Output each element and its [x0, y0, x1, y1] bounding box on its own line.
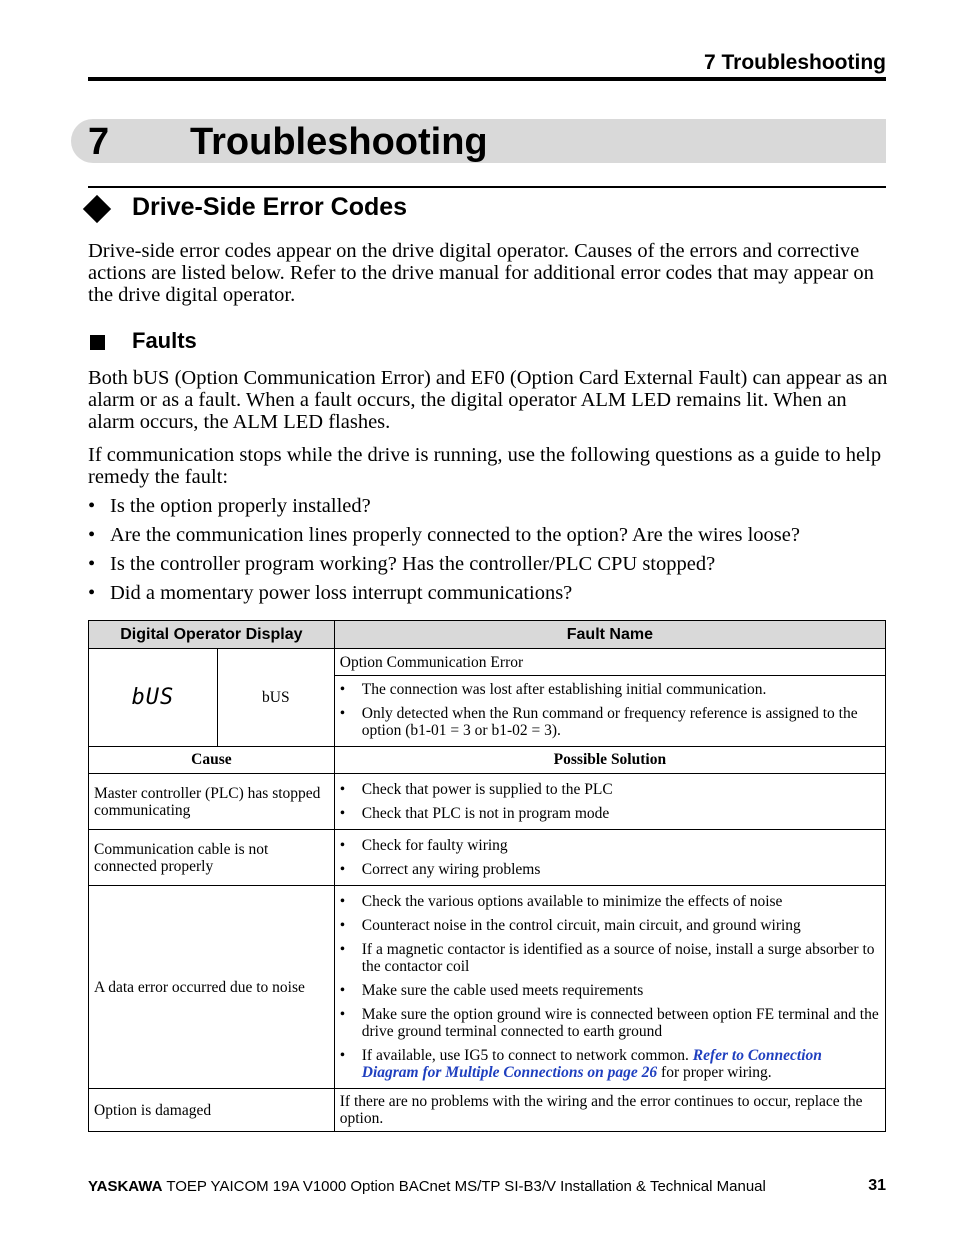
list-item: • If a magnetic contactor is identified as a source of noise, install a surge absorber to the contactor coil	[340, 941, 880, 975]
list-item: • The connection was lost after establishing initial communication.	[340, 681, 880, 698]
fault-notes	[340, 681, 880, 739]
table-row	[89, 774, 886, 830]
fault-name: Option Communication Error	[334, 649, 885, 676]
cross-reference-link[interactable]: Refer to Connection Diagram for Multiple Connections on page 26	[361, 1047, 822, 1081]
solution-text: for proper wiring.	[657, 1064, 772, 1081]
footer-document: TOEP YAICOM 19A V1000 Option BACnet MS/TP SI-B3/V Installation & Technical Manual	[162, 1178, 766, 1195]
display-code: bUS	[217, 649, 334, 747]
list-item: • Make sure the option ground wire is connected between option FE terminal and the drive ground terminal connected to earth ground	[340, 1006, 880, 1040]
footer-brand: YASKAWA	[88, 1178, 163, 1195]
seven-segment-display: bUS	[89, 649, 218, 747]
faults-paragraph-1: Both bUS (Option Communication Error) and EF0 (Option Card External Fault) can appear as an alarm or as a fault. When a fault occurs, the digital operator ALM LED remains lit. When an alarm occurs, the ALM LED flashes.	[88, 367, 888, 433]
header-rule	[88, 77, 886, 81]
solution-list	[340, 781, 880, 822]
list-item: • Check for faulty wiring	[340, 837, 880, 854]
solution-list	[340, 893, 880, 1081]
cause-cell: Master controller (PLC) has stopped communicating	[89, 774, 335, 830]
list-item: • Make sure the cable used meets requirements	[340, 982, 880, 999]
solution-cell: If there are no problems with the wiring and the error continues to occur, replace the option.	[334, 1089, 885, 1132]
cause-cell: A data error occurred due to noise	[89, 886, 335, 1089]
list-item: • Is the option properly installed?	[88, 494, 888, 523]
diamond-bullet-icon	[83, 195, 111, 223]
column-header-fault: Fault Name	[334, 621, 885, 649]
table-row	[89, 886, 886, 1089]
list-item: • Check the various options available to minimize the effects of noise	[340, 893, 880, 910]
cause-cell: Option is damaged	[89, 1089, 335, 1132]
list-item: • Is the controller program working? Has the controller/PLC CPU stopped?	[88, 552, 888, 581]
column-header-display: Digital Operator Display	[89, 621, 335, 649]
faults-paragraph-2: If communication stops while the drive is running, use the following questions as a guide to help remedy the fault:	[88, 444, 882, 488]
chapter-number: 7	[88, 121, 110, 163]
list-item: • Check that power is supplied to the PLC	[340, 781, 880, 798]
running-header: 7 Troubleshooting	[704, 51, 886, 74]
section-intro: Drive-side error codes appear on the drive digital operator. Causes of the errors and corrective actions are listed below. Refer to the drive manual for additional error codes that may appear on the drive digital operator.	[88, 240, 874, 306]
list-item: • Correct any wiring problems	[340, 861, 880, 878]
list-item: • Check that PLC is not in program mode	[340, 805, 880, 822]
cause-cell: Communication cable is not connected properly	[89, 830, 335, 886]
table-row	[89, 1089, 886, 1132]
list-item: • Are the communication lines properly connected to the option? Are the wires loose?	[88, 523, 888, 552]
chapter-title: Troubleshooting	[190, 121, 488, 163]
solution-list	[340, 837, 880, 878]
list-item: • Counteract noise in the control circuit, main circuit, and ground wiring	[340, 917, 880, 934]
page-number: 31	[868, 1177, 886, 1194]
fault-table	[88, 620, 886, 1132]
list-item: • Did a momentary power loss interrupt communications?	[88, 581, 888, 610]
list-item	[340, 1047, 880, 1081]
list-item: • Only detected when the Run command or frequency reference is assigned to the option (b1-01 = 3 or b1-02 = 3).	[340, 705, 880, 739]
table-row	[89, 830, 886, 886]
footer	[88, 1178, 766, 1195]
section-rule	[88, 186, 886, 188]
section-title: Drive-Side Error Codes	[132, 193, 408, 221]
square-bullet-icon	[90, 335, 105, 350]
question-list	[88, 494, 888, 610]
column-header-cause: Cause	[89, 747, 335, 774]
solution-text: If available, use IG5 to connect to network common.	[361, 1047, 693, 1064]
column-header-solution: Possible Solution	[334, 747, 885, 774]
subsection-title: Faults	[132, 328, 197, 353]
